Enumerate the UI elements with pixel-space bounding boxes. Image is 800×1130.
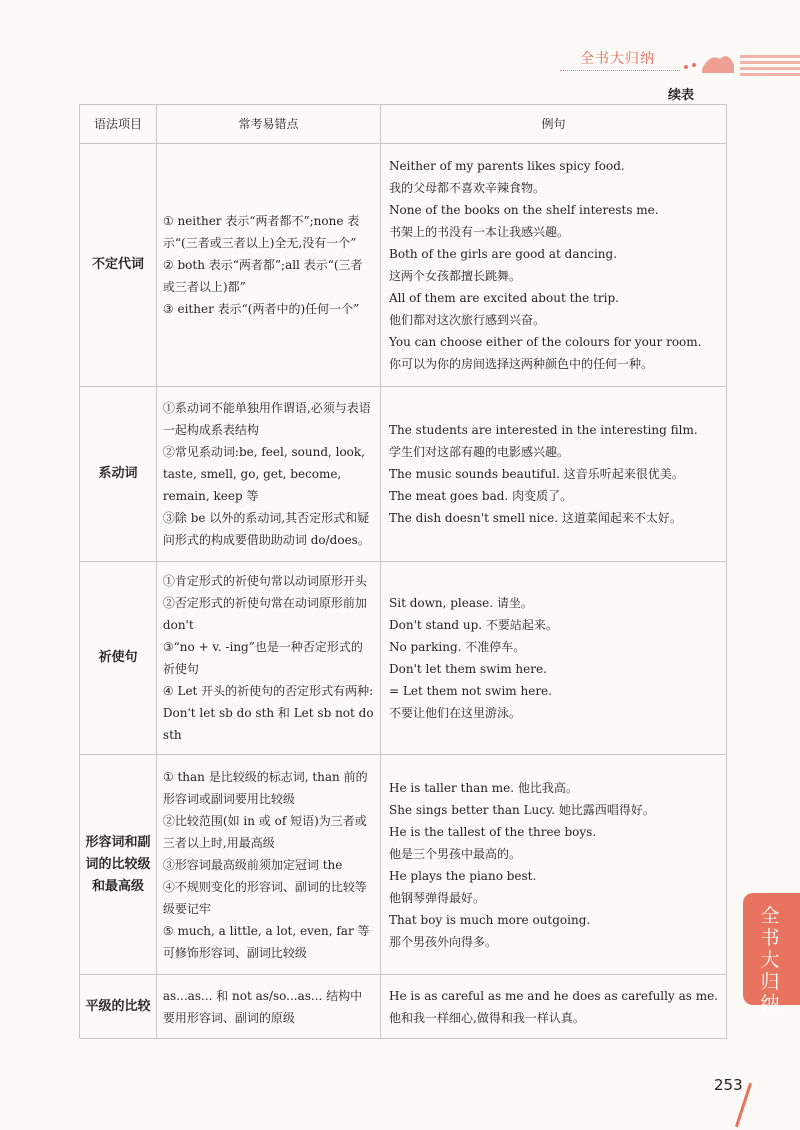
example-line: 他钢琴弹得最好。 <box>389 890 486 905</box>
note-line: ④不规则变化的形容词、副词的比较等级要记牢 <box>162 879 367 916</box>
side-tab-label: 全书大归纳 <box>760 905 780 1015</box>
header-title: 全书大归纳 <box>580 51 655 67</box>
example-line: 这两个女孩都擅长跳舞。 <box>389 269 522 283</box>
notes-cell <box>156 755 380 975</box>
example-line: All of them are excited about the trip. <box>389 291 619 305</box>
example-line: He is as careful as me and he does as carefully as me. <box>389 988 718 1003</box>
example-line: Both of the girls are good at dancing. <box>389 247 618 261</box>
table-row <box>80 975 727 1039</box>
notes-cell <box>156 387 380 562</box>
table-row <box>80 387 727 562</box>
continued-label: 续表 <box>668 88 695 103</box>
example-line: Sit down, please. 请坐。 <box>389 596 533 610</box>
example-line: He is the tallest of the three boys. <box>389 824 597 839</box>
note-line: ③形容词最高级前须加定冠词 the <box>162 857 343 872</box>
grammar-item: 形容词和副词的比较级和最高级 <box>80 755 157 975</box>
example-line: None of the books on the shelf interests me. <box>389 203 659 217</box>
example-line: The students are interested in the interesting film. <box>389 423 698 437</box>
page-number: 253 <box>714 1076 743 1094</box>
examples-cell <box>381 144 727 387</box>
example-line: Neither of my parents likes spicy food. <box>389 159 625 173</box>
note-line: ①系动词不能单独用作谓语,必须与表语一起构成系表结构 <box>162 401 371 437</box>
note-line: ⑤ much, a little, a lot, even, far 等可修饰形容词、副词比较级 <box>162 923 370 960</box>
note-line: ③ either 表示“(两者中的)任何一个” <box>162 302 360 316</box>
table-row <box>80 144 727 387</box>
grammar-item: 不定代词 <box>80 144 157 387</box>
example-line: 他是三个男孩中最高的。 <box>389 846 522 861</box>
header-rule <box>560 70 680 71</box>
example-line: 书架上的书没有一本让我感兴趣。 <box>389 225 570 239</box>
col-header-item: 语法项目 <box>80 105 157 144</box>
header-stripes <box>740 55 800 77</box>
grammar-item: 平级的比较 <box>80 975 157 1039</box>
examples-cell <box>381 755 727 975</box>
note-line: ①肯定形式的祈使句常以动词原形开头 <box>162 574 367 588</box>
examples-cell <box>381 562 727 755</box>
notes-cell <box>156 975 380 1039</box>
example-line: He is taller than me. 他比我高。 <box>389 780 578 795</box>
notes-cell <box>156 562 380 755</box>
example-line: She sings better than Lucy. 她比露西唱得好。 <box>389 802 655 817</box>
note-line: ① neither 表示“两者都不”;none 表示“(三者或三者以上)全无,没有一个” <box>162 214 360 250</box>
book-logo-icon <box>680 45 735 75</box>
note-line: ② both 表示“两者都”;all 表示“(三者或三者以上)都” <box>162 258 363 294</box>
example-line: Don't let them swim here. <box>389 662 547 676</box>
examples-cell <box>381 975 727 1039</box>
col-header-examples: 例句 <box>381 105 727 144</box>
grammar-item: 系动词 <box>80 387 157 562</box>
example-line: He plays the piano best. <box>389 868 537 883</box>
grammar-table <box>79 104 727 1039</box>
table-row <box>80 755 727 975</box>
example-line: 那个男孩外向得多。 <box>389 934 498 949</box>
example-line: 你可以为你的房间选择这两种颜色中的任何一种。 <box>389 357 654 371</box>
example-line: No parking. 不准停车。 <box>389 640 526 654</box>
note-line: ③除 be 以外的系动词,其否定形式和疑问形式的构成要借助助动词 do/does。 <box>162 511 370 547</box>
example-line: That boy is much more outgoing. <box>389 912 591 927</box>
table-header-row <box>80 105 727 144</box>
example-line: You can choose either of the colours for your room. <box>389 335 702 349</box>
example-line: 学生们对这部有趣的电影感兴趣。 <box>389 445 570 459</box>
note-line: ④ Let 开头的祈使句的否定形式有两种: Don't let sb do sth 和 Let sb not do sth <box>162 684 374 742</box>
example-line: 他和我一样细心,做得和我一样认真。 <box>389 1010 585 1025</box>
note-line: ②比较范围(如 in 或 of 短语)为三者或三者以上时,用最高级 <box>162 813 367 850</box>
example-line: The dish doesn't smell nice. 这道菜闻起来不太好。 <box>389 511 682 525</box>
note-line: ③“no + v. -ing”也是一种否定形式的祈使句 <box>162 640 363 676</box>
note-line: ②否定形式的祈使句常在动词原形前加 don't <box>162 596 367 632</box>
example-line: = Let them not swim here. <box>389 684 552 698</box>
note-line: as...as... 和 not as/so...as... 结构中要用形容词、副词的原级 <box>162 988 363 1025</box>
note-line: ① than 是比较级的标志词, than 前的形容词或副词要用比较级 <box>162 769 368 806</box>
example-line: 我的父母都不喜欢辛辣食物。 <box>389 181 546 195</box>
example-line: Don't stand up. 不要站起来。 <box>389 618 558 632</box>
example-line: 他们都对这次旅行感到兴奋。 <box>389 313 546 327</box>
grammar-item: 祈使句 <box>80 562 157 755</box>
example-line: 不要让他们在这里游泳。 <box>389 706 522 720</box>
col-header-notes: 常考易错点 <box>156 105 380 144</box>
notes-cell <box>156 144 380 387</box>
note-line: ②常见系动词:be, feel, sound, look, taste, smell, go, get, become, remain, keep 等 <box>162 445 365 503</box>
example-line: The music sounds beautiful. 这音乐听起来很优美。 <box>389 467 684 481</box>
example-line: The meat goes bad. 肉变质了。 <box>389 489 573 503</box>
table-row <box>80 562 727 755</box>
examples-cell <box>381 387 727 562</box>
